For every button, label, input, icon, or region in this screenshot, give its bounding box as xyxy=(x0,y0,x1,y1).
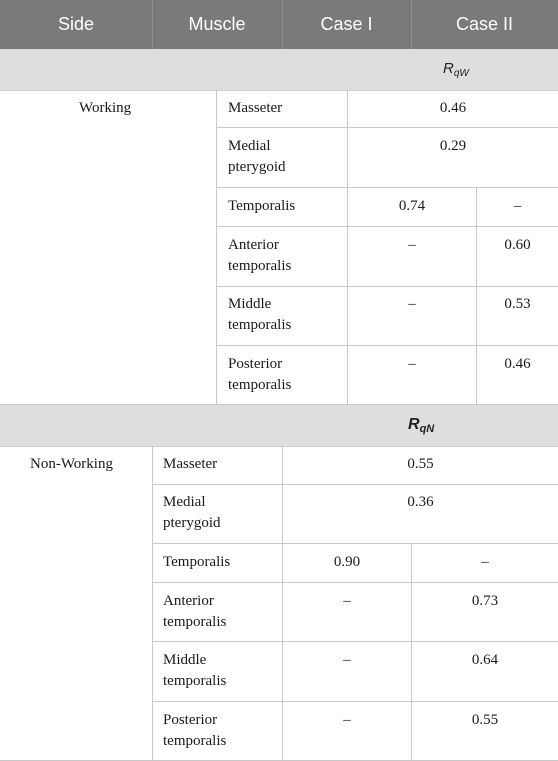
grid-line xyxy=(216,90,217,404)
table-header xyxy=(0,0,558,49)
value-case-1: – xyxy=(343,593,351,609)
grid-line xyxy=(152,701,558,702)
grid-line xyxy=(152,543,558,544)
section-label-rqw xyxy=(443,60,469,79)
side-label-nonworking: Non-Working xyxy=(30,456,113,472)
grid-line xyxy=(152,641,558,642)
value-merged: 0.46 xyxy=(439,100,467,116)
muscle-temporalis: Temporalis xyxy=(228,198,296,214)
muscle-anterior-temporalis: Anterior temporalis xyxy=(228,237,292,274)
header-case-1: Case I xyxy=(320,14,373,34)
muscle-posterior-temporalis: Posterior temporalis xyxy=(228,356,292,393)
muscle-middle-temporalis: Middle temporalis xyxy=(163,652,227,689)
muscle-medial-pterygoid: Medial pterygoid xyxy=(163,494,221,531)
grid-line xyxy=(216,286,558,287)
header-muscle: Muscle xyxy=(188,14,246,34)
muscle-masseter: Masseter xyxy=(228,100,283,116)
value-case-2: 0.64 xyxy=(471,652,499,668)
section-label-rqn xyxy=(408,416,434,435)
value-case-1: – xyxy=(343,712,351,728)
value-case-1: 0.74 xyxy=(398,198,426,214)
header-side: Side xyxy=(57,14,95,34)
value-case-2: 0.46 xyxy=(504,356,531,372)
section-band-working xyxy=(0,49,558,91)
section-label-subscript: qN xyxy=(419,423,435,435)
value-case-2: – xyxy=(481,554,489,570)
value-case-1: – xyxy=(408,237,416,253)
side-label-working: Working xyxy=(79,100,132,116)
section-label-base: R xyxy=(408,416,420,433)
value-case-1: 0.90 xyxy=(333,554,361,570)
value-merged: 0.55 xyxy=(407,456,434,472)
muscle-temporalis: Temporalis xyxy=(163,554,231,570)
value-case-1: – xyxy=(408,356,416,372)
muscle-anterior-temporalis: Anterior temporalis xyxy=(163,593,227,630)
muscle-masseter: Masseter xyxy=(163,456,218,472)
grid-line xyxy=(152,446,153,761)
grid-line xyxy=(152,582,558,583)
grid-line xyxy=(216,127,558,128)
value-case-2: 0.53 xyxy=(504,296,531,312)
section-label-base: R xyxy=(443,60,454,77)
muscle-medial-pterygoid: Medial pterygoid xyxy=(228,138,286,175)
section-label-subscript: qW xyxy=(453,68,469,79)
value-case-1: – xyxy=(343,652,351,668)
grid-line xyxy=(216,345,558,346)
muscle-posterior-temporalis: Posterior temporalis xyxy=(163,712,227,749)
section-band-nonworking xyxy=(0,405,558,447)
value-merged: 0.36 xyxy=(407,494,434,510)
value-case-2: 0.73 xyxy=(471,593,499,609)
value-case-2: – xyxy=(513,198,522,214)
header-case-2: Case II xyxy=(455,14,514,34)
value-merged: 0.29 xyxy=(439,138,467,154)
value-case-1: – xyxy=(408,296,416,312)
value-case-2: 0.60 xyxy=(504,237,531,253)
muscle-middle-temporalis: Middle temporalis xyxy=(228,296,292,333)
grid-line xyxy=(216,187,558,188)
grid-line xyxy=(216,226,558,227)
grid-line xyxy=(152,484,558,485)
value-case-2: 0.55 xyxy=(471,712,499,728)
